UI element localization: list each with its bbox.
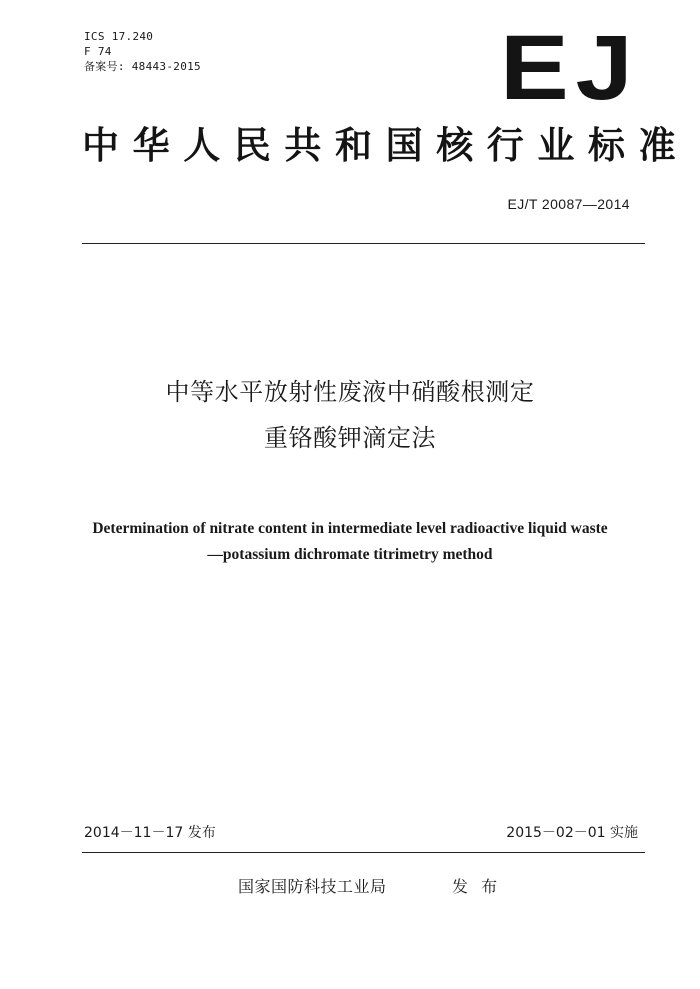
implementation-date: 2015－02－01 实施 (506, 825, 638, 841)
document-title-chinese-line1: 中等水平放射性废液中硝酸根测定 (165, 378, 535, 406)
document-title-english-line1: Determination of nitrate content in intermediate level radioactive liquid waste (92, 520, 608, 537)
standard-number: EJ/T 20087—2014 (507, 196, 630, 212)
issuing-authority: 国家国防科技工业局 (238, 877, 387, 896)
standard-category-title: 中华人民共和国核行业标准 (82, 124, 690, 167)
ics-code: ICS 17.240 (84, 30, 154, 43)
issue-label: 发 布 (452, 877, 502, 896)
filing-number: 备案号: 48443-2015 (84, 60, 201, 73)
classification-code: F 74 (84, 45, 112, 58)
document-title-chinese-line2: 重铬酸钾滴定法 (263, 424, 437, 452)
issue-date: 2014－11－17 发布 (84, 825, 216, 841)
ej-logo: EJ (500, 17, 640, 119)
document-title-english-line2: —potassium dichromate titrimetry method (207, 546, 493, 563)
bottom-divider (82, 852, 645, 853)
top-divider (82, 243, 645, 244)
